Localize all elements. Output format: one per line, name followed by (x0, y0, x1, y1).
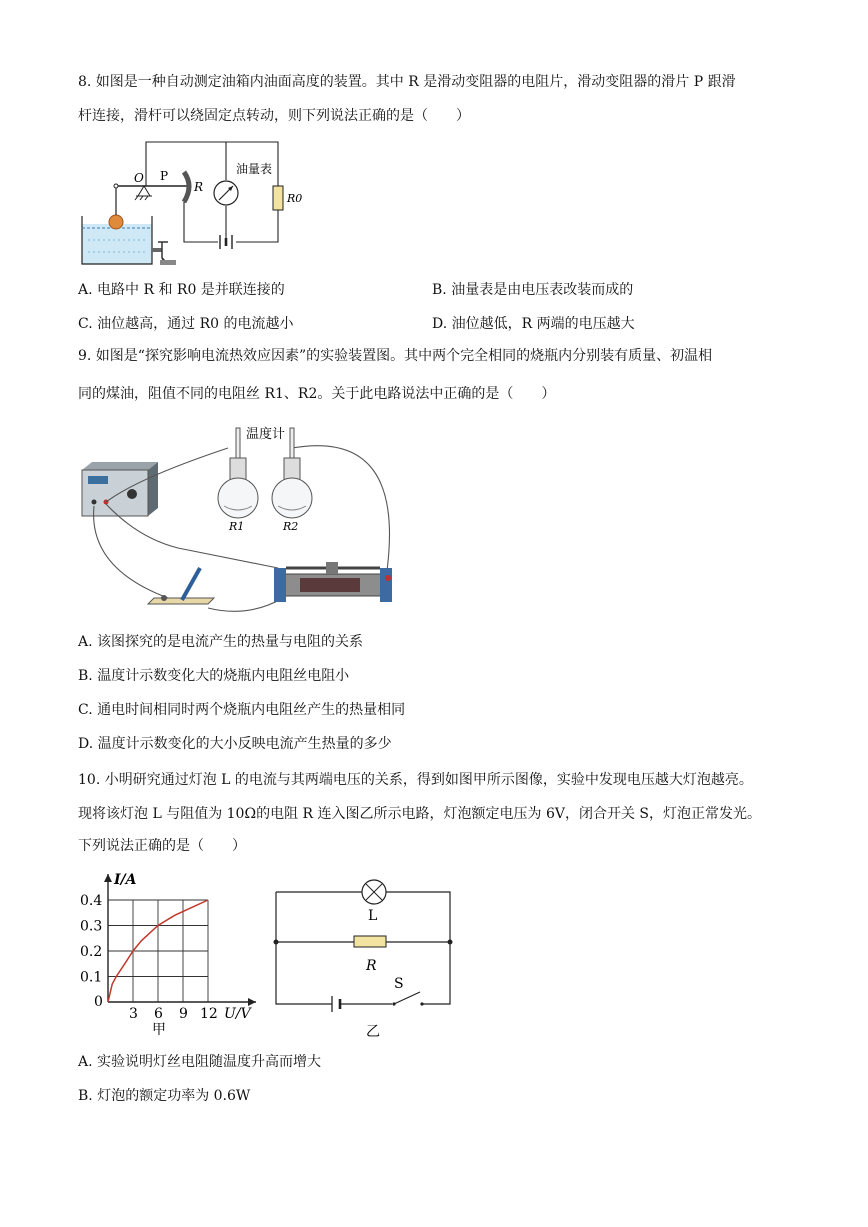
x-tick-label: 6 (154, 1006, 163, 1022)
oil-meter-icon (214, 181, 238, 205)
q8-line2: 杆连接，滑杆可以绕固定点转动，则下列说法正确的是（ ） (78, 108, 470, 124)
rheostat-icon (274, 562, 392, 602)
label-R2: R2 (283, 520, 299, 533)
label-R1: R1 (229, 520, 245, 533)
graph-caption: 甲 (152, 1022, 166, 1038)
chart-axes (104, 874, 256, 1006)
switch-icon (148, 568, 214, 604)
label-R: R (194, 180, 204, 194)
x-tick-label: 3 (129, 1006, 138, 1022)
q10-line1: 10. 小明研究通过灯泡 L 的电流与其两端电压的关系，得到如图甲所示图像，实验中发现电压越大灯泡越亮。 (78, 772, 753, 788)
x-tick-label: 9 (179, 1006, 188, 1022)
y-tick-label: 0.1 (80, 969, 103, 986)
y-tick-label: 0.4 (80, 893, 103, 909)
resistor-R (354, 936, 386, 947)
label-R0: R0 (287, 192, 303, 205)
lamp-icon (362, 880, 386, 904)
resistor-R0 (273, 186, 283, 210)
q8-oil-gauge-figure (78, 136, 303, 272)
q9-apparatus-figure (78, 418, 398, 618)
faucet-icon (152, 242, 176, 265)
label-P: P (160, 169, 169, 183)
y-axis-label: I/A (114, 872, 137, 888)
q9-option-b[interactable]: B. 温度计示数变化大的烧瓶内电阻丝电阻小 (78, 668, 350, 684)
q9-line2: 同的煤油，阻值不同的电阻丝 R1、R2。关于此电路说法中正确的是（ ） (78, 386, 556, 402)
q10-option-a[interactable]: A. 实验说明灯丝电阻随温度升高而增大 (78, 1054, 322, 1070)
y-tick-label: 0.2 (80, 944, 103, 960)
q8-option-c[interactable]: C. 油位越高，通过 R0 的电流越小 (78, 316, 294, 332)
x-tick-label: 0 (94, 994, 103, 1010)
q8-option-b[interactable]: B. 油量表是由电压表改装而成的 (432, 282, 634, 298)
iu-graph (78, 864, 268, 1040)
chart-grid (108, 900, 208, 1002)
pivot-icon (135, 186, 152, 200)
label-oil-meter: 油量表 (236, 162, 273, 176)
float-ball (109, 215, 123, 229)
x-axis-label: U/V (224, 1006, 251, 1022)
q10-line3: 下列说法正确的是（ ） (78, 838, 246, 854)
rheostat-strip (184, 172, 189, 202)
q10-circuit-figure (270, 868, 460, 1040)
label-L: L (368, 908, 378, 924)
circuit-caption: 乙 (366, 1024, 380, 1040)
battery-icon (332, 996, 392, 1012)
label-O: O (134, 171, 144, 185)
q9-option-d[interactable]: D. 温度计示数变化的大小反映电流产生热量的多少 (78, 736, 392, 752)
q9-option-a[interactable]: A. 该图探究的是电流产生的热量与电阻的关系 (78, 634, 364, 650)
q8-option-a[interactable]: A. 电路中 R 和 R0 是并联连接的 (78, 282, 285, 298)
q9-line1: 9. 如图是“探究影响电流热效应因素”的实验装置图。其中两个完全相同的烧瓶内分别装有质量、初温相 (78, 348, 713, 364)
q8-line1: 8. 如图是一种自动测定油箱内油面高度的装置。其中 R 是滑动变阻器的电阻片，滑动变阻器的滑片 P 跟滑 (78, 74, 736, 90)
q9-option-c[interactable]: C. 通电时间相同时两个烧瓶内电阻丝产生的热量相同 (78, 702, 406, 718)
switch-S-icon (392, 992, 423, 1006)
label-thermometer: 温度计 (246, 427, 286, 442)
label-S: S (394, 976, 404, 992)
label-R-circuit: R (366, 958, 377, 974)
y-tick-label: 0.3 (80, 918, 103, 935)
x-tick-label: 12 (200, 1006, 218, 1022)
q10-line2: 现将该灯泡 L 与阻值为 10Ω的电阻 R 连入图乙所示电路，灯泡额定电压为 6V，闭合开关 S，灯泡正常发光。 (78, 806, 762, 822)
q10-option-b[interactable]: B. 灯泡的额定功率为 0.6W (78, 1088, 251, 1104)
q8-option-d[interactable]: D. 油位越低，R 两端的电压越大 (432, 316, 635, 332)
